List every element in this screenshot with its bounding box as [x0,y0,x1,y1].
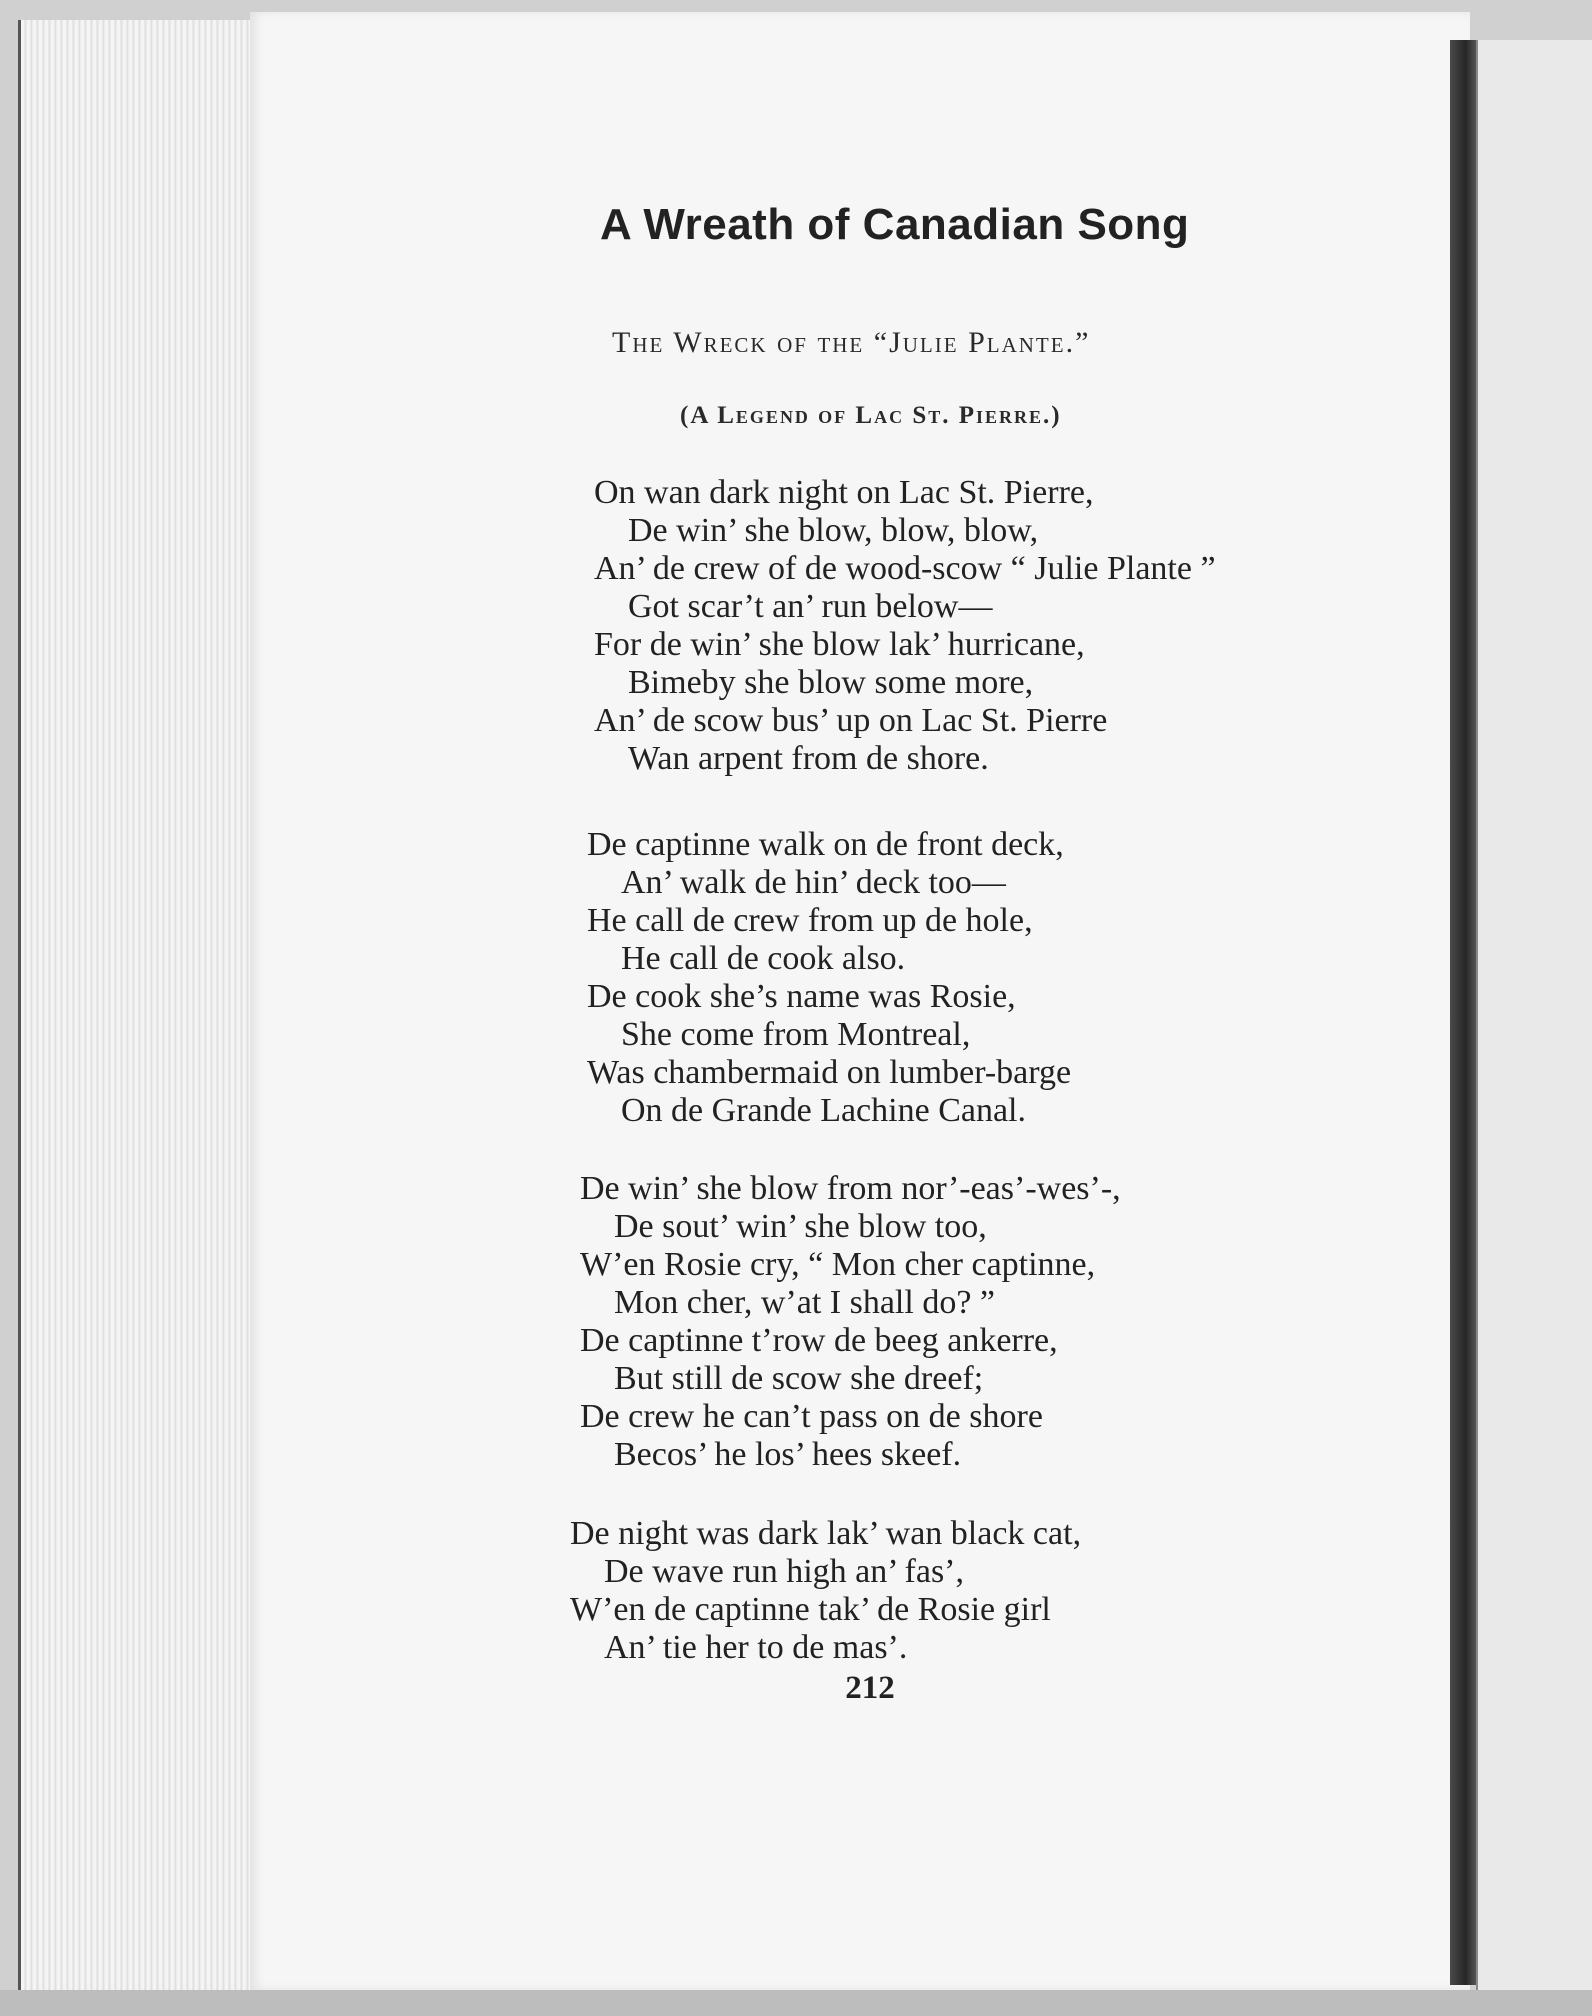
stanza-3 [580,1170,1340,1474]
poem-line: Becos’ he los’ hees skeef. [614,1436,962,1473]
poem-line: De night was dark lak’ wan black cat, [570,1515,1082,1552]
poem-line: De captinne walk on de front deck, [587,826,1064,863]
running-head: A Wreath of Canadian Song [600,200,1190,249]
poem-line: An’ tie her to de mas’. [604,1629,908,1666]
poem-line: Was chambermaid on lumber-barge [587,1054,1072,1091]
poem-title: The Wreck of the “Julie Plante.” [612,326,1091,359]
poem-line: On wan dark night on Lac St. Pierre, [594,474,1094,511]
poem-line: She come from Montreal, [621,1016,971,1053]
poem-line: For de win’ she blow lak’ hurricane, [594,626,1085,663]
poem-line: Got scar’t an’ run below— [628,588,993,625]
poem-line: De cook she’s name was Rosie, [587,978,1016,1015]
poem-line: He call de crew from up de hole, [587,902,1033,939]
poem-line: De wave run high an’ fas’, [604,1553,965,1590]
poem-line: De crew he can’t pass on de shore [580,1398,1043,1435]
poem-line: W’en Rosie cry, “ Mon cher captinne, [580,1246,1096,1283]
poem-line: An’ walk de hin’ deck too— [621,864,1006,901]
page-number: 212 [845,1670,895,1706]
poem-line: W’en de captinne tak’ de Rosie girl [570,1591,1051,1628]
stanza-2 [587,826,1347,1130]
poem-subtitle: (A Legend of Lac St. Pierre.) [680,402,1062,429]
stanza-4 [570,1515,1330,1667]
poem-line: Mon cher, w’at I shall do? ” [614,1284,996,1321]
poem-line: He call de cook also. [621,940,906,977]
poem-line: De captinne t’row de beeg ankerre, [580,1322,1058,1359]
poem-line: But still de scow she dreef; [614,1360,984,1397]
stanza-1 [594,474,1354,778]
poem-line: De win’ she blow from nor’-eas’-wes’-, [580,1170,1121,1207]
poem-line: An’ de scow bus’ up on Lac St. Pierre [594,702,1108,739]
poem-line: De win’ she blow, blow, blow, [628,512,1039,549]
poem-line: On de Grande Lachine Canal. [621,1092,1026,1129]
poem-line: An’ de crew of de wood-scow “ Julie Plante ” [594,550,1216,587]
poem-line: De sout’ win’ she blow too, [614,1208,987,1245]
poem-line: Wan arpent from de shore. [628,740,989,777]
poem-line: Bimeby she blow some more, [628,664,1034,701]
